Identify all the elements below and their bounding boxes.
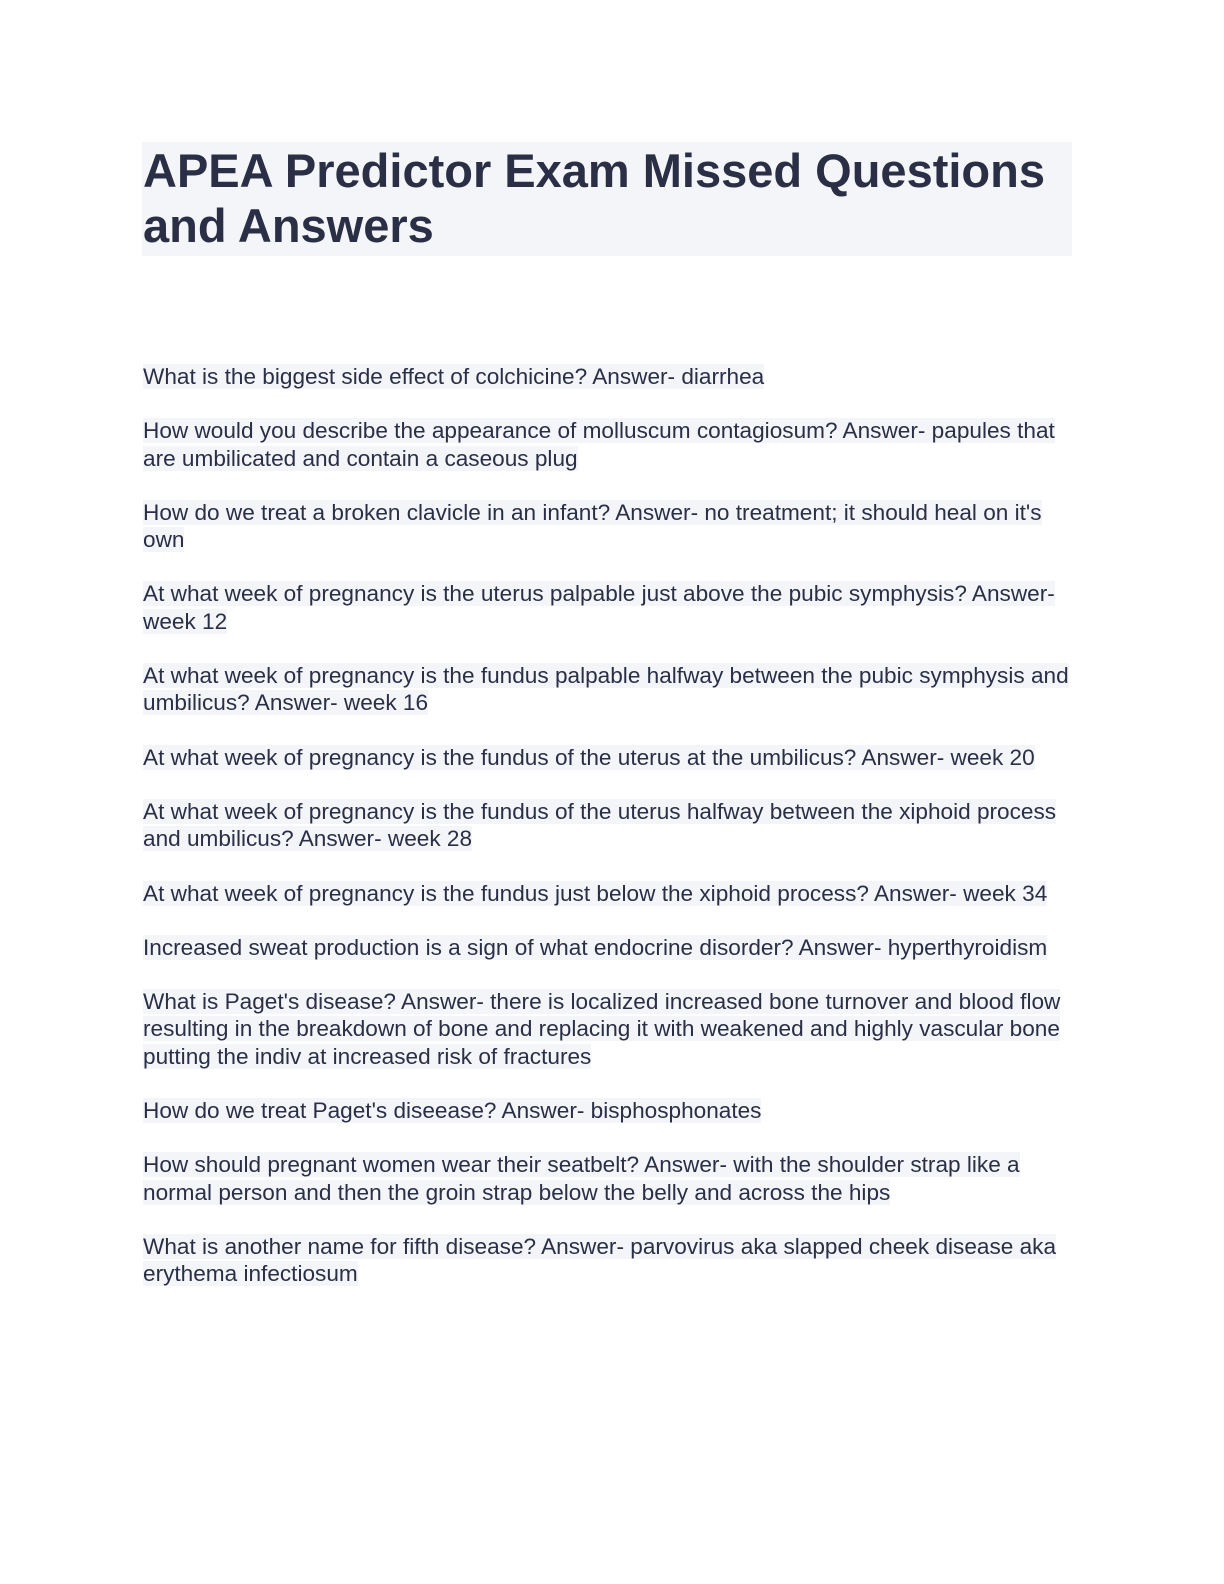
document-title: APEA Predictor Exam Missed Questions and Answers <box>143 144 1045 252</box>
qa-item <box>142 499 1072 554</box>
qa-text: At what week of pregnancy is the fundus palpable halfway between the pubic symphysis and umbilicus? Answer- week 16 <box>143 663 1069 716</box>
qa-text: At what week of pregnancy is the fundus of the uterus halfway between the xiphoid process and umbilicus? Answer- week 28 <box>143 798 1057 852</box>
qa-text: How do we treat Paget's diseease? Answer- bisphosphonates <box>143 1098 762 1124</box>
document-page <box>142 142 1072 1315</box>
qa-item <box>142 1233 1072 1288</box>
qa-text: How do we treat a broken clavicle in an infant? Answer- no treatment; it should heal on it's own <box>143 499 1042 553</box>
qa-text: At what week of pregnancy is the uterus palpable just above the pubic symphysis? Answer- week 12 <box>143 581 1055 634</box>
qa-item <box>142 880 1072 907</box>
qa-text: What is Paget's disease? Answer- there is localized increased bone turnover and blood flow resulting in the breakdown of bone and replacing it with weakened and highly vascular bone putting the indiv at increased risk of fractures <box>143 989 1061 1069</box>
qa-item <box>142 580 1072 635</box>
qa-list <box>142 363 1072 1288</box>
qa-item <box>142 934 1072 961</box>
qa-text: What is the biggest side effect of colchicine? Answer- diarrhea <box>143 364 765 389</box>
qa-item <box>142 988 1072 1070</box>
qa-text: Increased sweat production is a sign of what endocrine disorder? Answer- hyperthyroidism <box>143 934 1048 960</box>
qa-item <box>142 363 1072 390</box>
qa-text: At what week of pregnancy is the fundus of the uterus at the umbilicus? Answer- week 20 <box>143 744 1035 770</box>
qa-text: At what week of pregnancy is the fundus just below the xiphoid process? Answer- week 34 <box>143 880 1048 906</box>
qa-item <box>142 798 1072 853</box>
qa-item <box>142 1097 1072 1124</box>
qa-item <box>142 662 1072 717</box>
qa-text: What is another name for fifth disease? Answer- parvovirus aka slapped cheek disease aka erythema infectiosum <box>143 1233 1057 1287</box>
title-block <box>142 142 1072 256</box>
qa-text: How would you describe the appearance of molluscum contagiosum? Answer- papules that are umbilicated and contain a caseous plug <box>143 418 1055 471</box>
qa-item <box>142 744 1072 771</box>
qa-text: How should pregnant women wear their seatbelt? Answer- with the shoulder strap like a normal person and then the groin strap below the belly and across the hips <box>143 1152 1020 1205</box>
qa-item <box>142 417 1072 472</box>
qa-item <box>142 1151 1072 1206</box>
